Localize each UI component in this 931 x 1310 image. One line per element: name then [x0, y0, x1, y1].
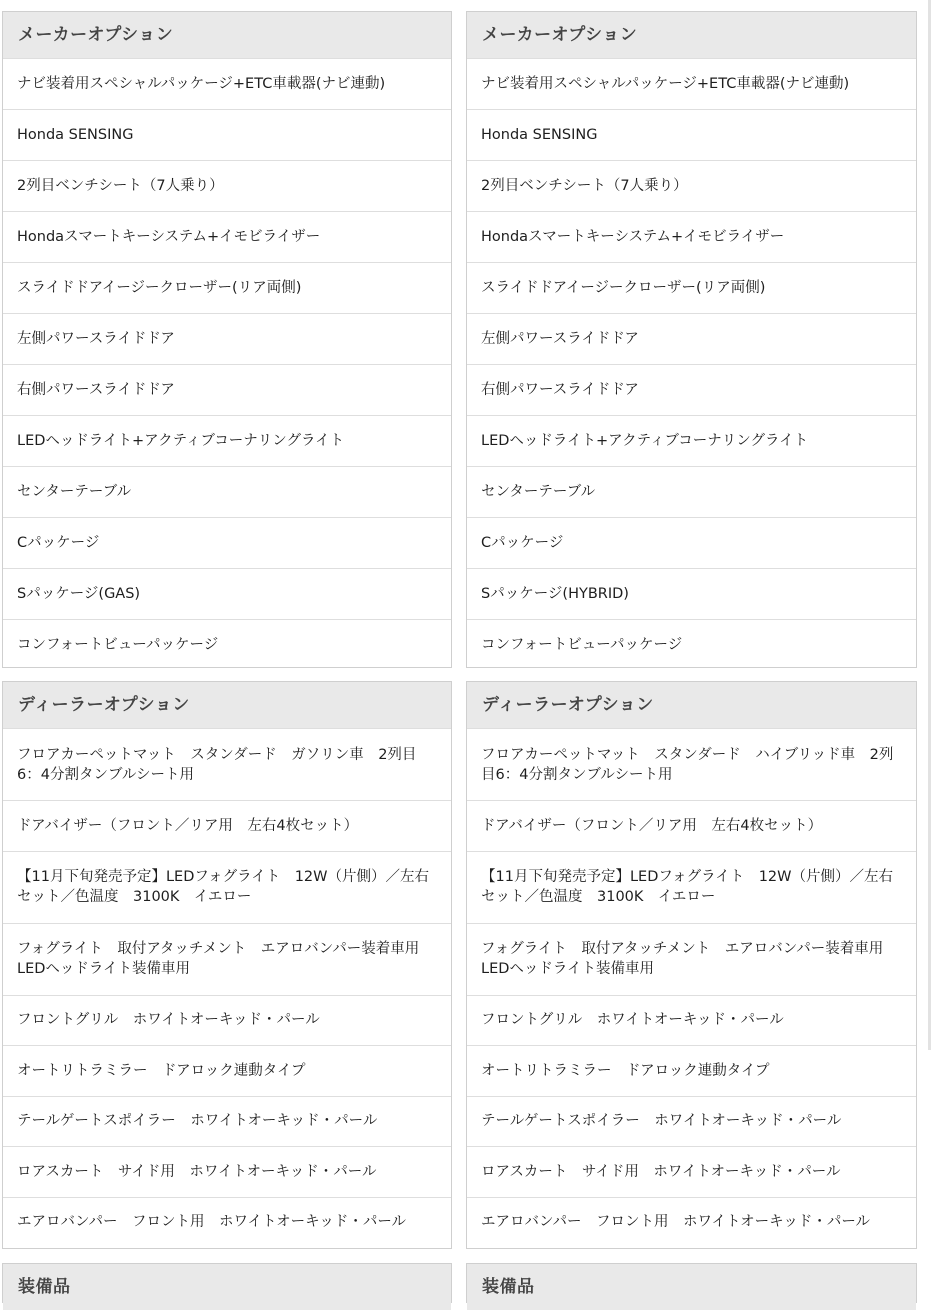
equipment-card-right — [466, 1263, 917, 1303]
dealer-options-card-left — [2, 681, 452, 1249]
option-row — [3, 364, 451, 415]
maker-options-header-right: メーカーオプション — [467, 12, 916, 58]
option-label: センターテーブル — [481, 484, 596, 500]
option-label: 左側パワースライドドア — [481, 331, 639, 347]
option-label: コンフォートビューパッケージ — [481, 637, 683, 653]
dealer-options-header-right: ディーラーオプション — [467, 682, 916, 728]
option-row — [3, 211, 451, 262]
option-label: フロアカーペットマット スタンダード ガソリン車 2列目6：4分割タンブルシート用 — [17, 746, 417, 783]
option-label: Honda SENSING — [17, 127, 134, 143]
dealer-options-list-left — [3, 728, 451, 1247]
option-label: 2列目ベンチシート（7人乗り） — [17, 178, 224, 194]
option-label: スライドドアイージークローザー(リア両側) — [17, 280, 302, 296]
option-row — [467, 211, 916, 262]
option-label: フロアカーペットマット スタンダード ハイブリッド車 2列目6：4分割タンブルシート用 — [481, 746, 894, 783]
option-label: Sパッケージ(HYBRID) — [481, 586, 629, 602]
option-label: LEDヘッドライト+アクティブコーナリングライト — [481, 433, 809, 449]
option-row — [467, 160, 916, 211]
option-row — [3, 160, 451, 211]
option-label: ドアバイザー（フロント／リア用 左右4枚セット） — [481, 817, 823, 834]
option-label: Hondaスマートキーシステム+イモビライザー — [17, 229, 321, 245]
option-row — [3, 1197, 451, 1248]
option-row — [467, 517, 916, 568]
option-row — [467, 619, 916, 670]
option-row — [467, 1096, 916, 1147]
option-label: テールゲートスポイラー ホワイトオーキッド・パール — [17, 1113, 378, 1130]
option-label: フロントグリル ホワイトオーキッド・パール — [17, 1012, 320, 1029]
option-row — [467, 1045, 916, 1096]
option-row — [467, 995, 916, 1046]
option-label: オートリトラミラー ドアロック連動タイプ — [17, 1062, 306, 1079]
option-row — [467, 568, 916, 619]
option-row — [467, 1197, 916, 1248]
option-row — [3, 800, 451, 851]
option-label: 【11月下旬発売予定】LEDフォグライト 12W（片側）／左右セット／色温度 3100K イエロー — [481, 869, 893, 905]
option-row — [467, 728, 916, 800]
option-label: センターテーブル — [17, 484, 132, 500]
option-label: ナビ装着用スペシャルパッケージ+ETC車載器(ナビ連動) — [481, 76, 850, 92]
option-label: スライドドアイージークローザー(リア両側) — [481, 280, 766, 296]
option-label: フロントグリル ホワイトオーキッド・パール — [481, 1012, 784, 1029]
option-row — [467, 262, 916, 313]
option-label: Sパッケージ(GAS) — [17, 586, 141, 602]
option-label: 右側パワースライドドア — [17, 382, 175, 398]
maker-options-header-left: メーカーオプション — [3, 12, 451, 58]
option-label: ドアバイザー（フロント／リア用 左右4枚セット） — [17, 817, 359, 834]
option-row — [467, 364, 916, 415]
option-label: 【11月下旬発売予定】LEDフォグライト 12W（片側）／左右セット／色温度 3100K イエロー — [17, 869, 429, 905]
option-label: LEDヘッドライト+アクティブコーナリングライト — [17, 433, 345, 449]
option-row — [467, 109, 916, 160]
dealer-options-list-right — [467, 728, 916, 1247]
option-row — [3, 262, 451, 313]
option-row — [467, 466, 916, 517]
option-row — [467, 313, 916, 364]
option-row — [3, 568, 451, 619]
maker-options-list-right — [467, 58, 916, 670]
option-label: コンフォートビューパッケージ — [17, 637, 219, 653]
option-row — [3, 466, 451, 517]
option-label: オートリトラミラー ドアロック連動タイプ — [481, 1062, 770, 1079]
option-row — [467, 800, 916, 851]
option-row — [467, 923, 916, 995]
option-label: Hondaスマートキーシステム+イモビライザー — [481, 229, 785, 245]
option-label: フォグライト 取付アタッチメント エアロバンパー装着車用 LEDヘッドライト装備車用 — [481, 941, 898, 977]
dealer-options-header-left: ディーラーオプション — [3, 682, 451, 728]
option-label: ロアスカート サイド用 ホワイトオーキッド・パール — [481, 1163, 841, 1180]
option-row — [3, 109, 451, 160]
option-label: Cパッケージ — [17, 535, 100, 551]
option-row — [3, 517, 451, 568]
maker-options-card-right — [466, 11, 917, 668]
option-label: 右側パワースライドドア — [481, 382, 639, 398]
option-row — [3, 415, 451, 466]
option-label: ナビ装着用スペシャルパッケージ+ETC車載器(ナビ連動) — [17, 76, 386, 92]
option-label: ロアスカート サイド用 ホワイトオーキッド・パール — [17, 1163, 377, 1180]
dealer-options-card-right — [466, 681, 917, 1249]
option-label: テールゲートスポイラー ホワイトオーキッド・パール — [481, 1113, 842, 1130]
option-row — [3, 1146, 451, 1197]
option-label: Cパッケージ — [481, 535, 564, 551]
option-row — [467, 1146, 916, 1197]
option-row — [3, 728, 451, 800]
equipment-header-left: 装備品 — [3, 1264, 451, 1310]
equipment-card-left — [2, 1263, 452, 1303]
option-row — [3, 313, 451, 364]
option-label: 左側パワースライドドア — [17, 331, 175, 347]
option-label: Honda SENSING — [481, 127, 598, 143]
option-row — [3, 995, 451, 1046]
option-row — [3, 1096, 451, 1147]
maker-options-list-left — [3, 58, 451, 670]
option-row — [467, 851, 916, 923]
option-label: エアロバンパー フロント用 ホワイトオーキッド・パール — [17, 1214, 407, 1231]
option-label: フォグライト 取付アタッチメント エアロバンパー装着車用 LEDヘッドライト装備車用 — [17, 941, 434, 977]
option-row — [3, 923, 451, 995]
option-row — [3, 619, 451, 670]
equipment-header-right: 装備品 — [467, 1264, 916, 1310]
option-row — [3, 1045, 451, 1096]
option-label: エアロバンパー フロント用 ホワイトオーキッド・パール — [481, 1214, 871, 1231]
option-row — [3, 58, 451, 109]
maker-options-card-left — [2, 11, 452, 668]
option-row — [467, 58, 916, 109]
option-row — [3, 851, 451, 923]
option-row — [467, 415, 916, 466]
option-label: 2列目ベンチシート（7人乗り） — [481, 178, 688, 194]
